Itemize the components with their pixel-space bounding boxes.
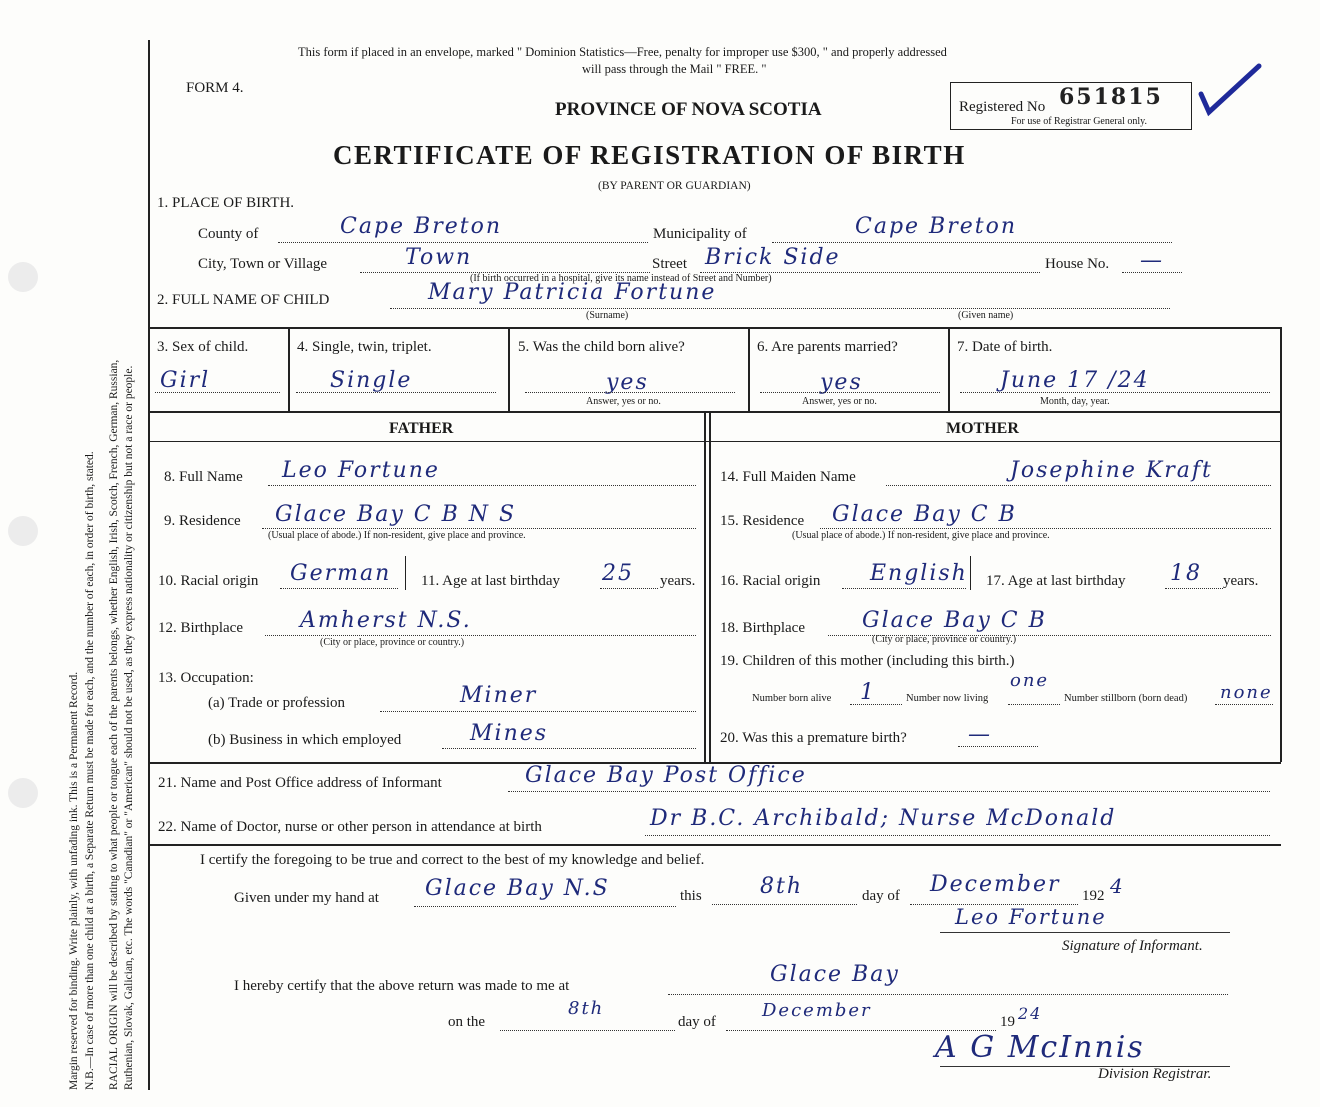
margin-note-3: RACIAL ORIGIN will be described by stating to what people or tongue each of the parents belongs, whether English, Irish, Scotch, French, German, Russian, xyxy=(108,359,120,1090)
father-birthplace-label: 12. Birthplace xyxy=(158,620,243,636)
municipality-value: Cape Breton xyxy=(855,214,1018,239)
street-label: Street xyxy=(652,256,687,272)
given-year-value: 4 xyxy=(1110,874,1125,898)
municipality-label: Municipality of xyxy=(653,226,747,242)
living-label: Number now living xyxy=(906,693,989,704)
married-label: 6. Are parents married? xyxy=(757,339,898,355)
stillborn-value: none xyxy=(1220,682,1273,703)
registrar-day-value: 8th xyxy=(568,998,605,1019)
informant-signature: Leo Fortune xyxy=(955,905,1107,929)
registrar-note: For use of Registrar General only. xyxy=(1011,116,1147,127)
married-note: Answer, yes or no. xyxy=(802,396,877,407)
postal-notice: This form if placed in an envelope, marked " Dominion Statistics—Free, penalty for improper use $300, " and properly addressed xyxy=(298,45,947,59)
father-age-label: 11. Age at last birthday xyxy=(421,573,560,589)
premature-label: 20. Was this a premature birth? xyxy=(720,730,907,746)
doctor-value: Dr B.C. Archibald; Nurse McDonald xyxy=(650,806,1117,831)
margin-note-4: Ruthenian, Slovak, Galician, etc. The words "Canadian" or "American" should not be used, as they express nationality or citizenship but not a race or people. xyxy=(123,365,135,1090)
trade-label: (a) Trade or profession xyxy=(208,695,346,711)
registrar-signature: A G McInnis xyxy=(935,1030,1145,1065)
form-number: FORM 4. xyxy=(186,80,244,96)
dob-note: Month, day, year. xyxy=(1040,396,1110,407)
city-value: Town xyxy=(405,245,473,270)
registrar-place-value: Glace Bay xyxy=(770,962,900,987)
father-heading: FATHER xyxy=(389,420,454,437)
registered-label: Registered No xyxy=(959,99,1046,115)
mother-race-value: English xyxy=(870,561,968,586)
mother-age-label: 17. Age at last birthday xyxy=(986,573,1126,589)
surname-note: (Surname) xyxy=(586,310,629,321)
mother-residence-label: 15. Residence xyxy=(720,513,805,529)
mother-heading: MOTHER xyxy=(946,420,1019,437)
registrar-month-value: December xyxy=(762,1000,872,1021)
sex-label: 3. Sex of child. xyxy=(157,339,249,355)
father-residence-value: Glace Bay C B N S xyxy=(275,502,517,527)
informant-value: Glace Bay Post Office xyxy=(525,763,807,788)
margin-note-1: Margin reserved for binding. Write plainly, with unfading ink. This is a Permanent Record. xyxy=(68,671,80,1090)
form-border xyxy=(148,40,150,1090)
registrar-year-value: 24 xyxy=(1018,1004,1043,1023)
binding-hole xyxy=(8,778,38,808)
informant-signature-label: Signature of Informant. xyxy=(1062,938,1203,954)
mother-age-value: 18 xyxy=(1170,561,1202,586)
registrar-day-of-label: day of xyxy=(678,1014,716,1030)
single-label: 4. Single, twin, triplet. xyxy=(297,339,432,355)
city-label: City, Town or Village xyxy=(198,256,328,272)
checkmark-icon xyxy=(1195,60,1265,120)
single-value: Single xyxy=(330,368,413,393)
given-name-note: (Given name) xyxy=(958,310,1014,321)
mother-race-label: 16. Racial origin xyxy=(720,573,821,589)
given-day-of-label: day of xyxy=(862,888,900,904)
father-race-label: 10. Racial origin xyxy=(158,573,259,589)
mother-birthplace-note: (City or place, province or country.) xyxy=(872,634,1017,645)
given-month-value: December xyxy=(930,872,1061,897)
father-name-value: Leo Fortune xyxy=(282,458,440,483)
father-name-label: 8. Full Name xyxy=(164,469,243,485)
trade-value: Miner xyxy=(460,683,538,708)
registrar-statement: I hereby certify that the above return was made to me at xyxy=(234,978,570,994)
business-label: (b) Business in which employed xyxy=(208,732,402,748)
stillborn-label: Number stillborn (born dead) xyxy=(1064,693,1188,704)
dob-value: June 17 /24 xyxy=(1000,368,1150,393)
given-place-value: Glace Bay N.S xyxy=(425,876,610,901)
born-alive-value: 1 xyxy=(860,680,876,705)
binding-hole xyxy=(8,516,38,546)
street-value: Brick Side xyxy=(705,245,841,270)
alive-label: 5. Was the child born alive? xyxy=(518,339,685,355)
father-residence-label: 9. Residence xyxy=(164,513,241,529)
father-age-value: 25 xyxy=(602,561,634,586)
province-heading: PROVINCE OF NOVA SCOTIA xyxy=(555,99,822,120)
alive-value: yes xyxy=(606,370,649,395)
living-value: one xyxy=(1010,670,1050,691)
given-day-value: 8th xyxy=(760,874,804,899)
certify-statement: I certify the foregoing to be true and correct to the best of my knowledge and belief. xyxy=(200,852,705,868)
premature-value: — xyxy=(968,722,992,747)
mother-name-value: Josephine Kraft xyxy=(1010,458,1213,483)
business-value: Mines xyxy=(470,721,549,746)
house-label: House No. xyxy=(1045,256,1110,272)
house-value: — xyxy=(1140,248,1164,273)
doctor-label: 22. Name of Doctor, nurse or other person in attendance at birth xyxy=(158,819,542,835)
born-alive-label: Number born alive xyxy=(752,693,832,704)
margin-note-2: N.B.—In case of more than one child at a birth, a Separate Return must be made for each, and the number of each, in order of birth, stated. xyxy=(84,451,96,1090)
mother-name-label: 14. Full Maiden Name xyxy=(720,469,856,485)
children-label: 19. Children of this mother (including this birth.) xyxy=(720,653,1015,669)
father-years-label: years. xyxy=(660,573,696,589)
father-birthplace-note: (City or place, province or country.) xyxy=(320,637,465,648)
place-section-label: 1. PLACE OF BIRTH. xyxy=(157,195,295,211)
child-name-value: Mary Patricia Fortune xyxy=(428,280,717,305)
registered-number: 651815 xyxy=(1059,84,1163,110)
hospital-note: (If birth occurred in a hospital, give its name instead of Street and Number) xyxy=(470,273,772,284)
occupation-label: 13. Occupation: xyxy=(158,670,254,686)
county-label: County of xyxy=(198,226,259,242)
informant-label: 21. Name and Post Office address of Informant xyxy=(158,775,442,791)
child-name-label: 2. FULL NAME OF CHILD xyxy=(157,292,330,308)
mother-residence-value: Glace Bay C B xyxy=(832,502,1017,527)
dob-label: 7. Date of birth. xyxy=(957,339,1053,355)
alive-note: Answer, yes or no. xyxy=(586,396,661,407)
certificate-title: CERTIFICATE OF REGISTRATION OF BIRTH xyxy=(333,140,966,170)
father-residence-note: (Usual place of abode.) If non-resident, give place and province. xyxy=(268,530,526,541)
postal-notice-2: will pass through the Mail " FREE. " xyxy=(582,62,767,76)
mother-residence-note: (Usual place of abode.) If non-resident, give place and province. xyxy=(792,530,1050,541)
mother-birthplace-value: Glace Bay C B xyxy=(862,608,1047,633)
county-value: Cape Breton xyxy=(340,214,503,239)
binding-hole xyxy=(8,262,38,292)
registered-box xyxy=(950,82,1192,130)
certificate-subtitle: (BY PARENT OR GUARDIAN) xyxy=(598,180,751,192)
sex-value: Girl xyxy=(160,368,211,393)
this-label: this xyxy=(680,888,702,904)
registrar-year-prefix: 19 xyxy=(1000,1014,1015,1030)
father-race-value: German xyxy=(290,561,392,586)
father-birthplace-value: Amherst N.S. xyxy=(300,608,472,633)
given-year-prefix: 192 xyxy=(1082,888,1105,904)
mother-birthplace-label: 18. Birthplace xyxy=(720,620,805,636)
registrar-on-the-label: on the xyxy=(448,1014,486,1030)
mother-years-label: years. xyxy=(1223,573,1259,589)
registrar-signature-label: Division Registrar. xyxy=(1098,1066,1212,1082)
given-under-label: Given under my hand at xyxy=(234,890,379,906)
married-value: yes xyxy=(820,370,863,395)
